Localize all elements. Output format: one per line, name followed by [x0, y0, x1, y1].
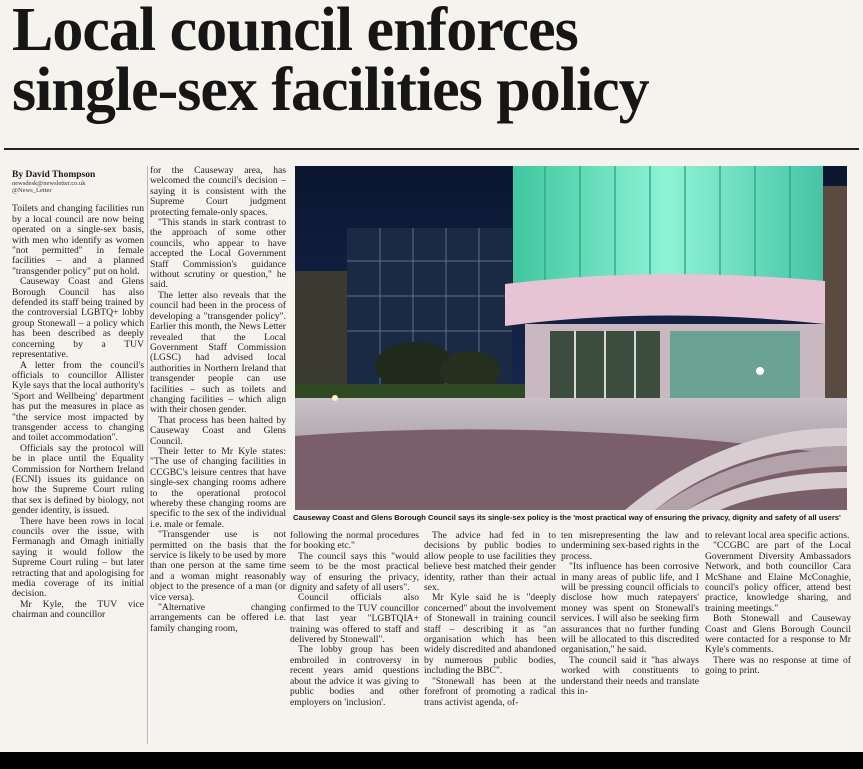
paragraph: The advice had fed in to decisions by public bodies to allow people to use facilities they believe best matched their gender identity, rather than their actual sex.	[424, 531, 556, 594]
byline-handle: @News_Letter	[12, 187, 52, 195]
paragraph: to relevant local area specific actions.	[705, 531, 850, 541]
column-6	[705, 531, 851, 748]
council-building-photo	[295, 166, 847, 510]
paragraph: There have been rows in local councils over the issue, with Fermanagh and Omagh initially saying it would follow the Supreme Court ruling – but later retracting that and apologising for media coverage of its initial decision.	[12, 515, 144, 600]
paragraph: Mr Kyle said he is "deeply concerned" about the involvement of Stonewall in training council staff – describing it as "an organisation which has been widely discredited and abandoned by numerous public bodies, including the BBC".	[424, 592, 556, 677]
paragraph: "This stands in stark contrast to the approach of some other councils, who appear to have accepted the Local Government Staff Commission's guidance without scrutiny or question," he said.	[150, 217, 286, 291]
column-3	[290, 531, 419, 748]
byline-email: newsdesk@newsletter.co.uk	[12, 180, 86, 188]
paragraph: A letter from the council's officials to councillor Allister Kyle says that the local authority's 'Sport and Wellbeing' department has put the measures in place as "the service most impacted by transgender access to changing and toilet accommodation".	[12, 359, 144, 444]
column-4	[424, 531, 556, 748]
paragraph: Officials say the protocol will be in place until the Equality Commission for Northern Ireland (ECNI) issues its guidance on how the Supreme Court ruling that sex is defined by biology, not gender identity, is issued.	[12, 442, 144, 517]
paragraph: That process has been halted by Causeway Coast and Glens Council.	[150, 414, 286, 447]
paragraph: Causeway Coast and Glens Borough Council has also defended its staff being trained by the controversial LGBTQ+ lobby group Stonewall – a policy which has been described as deeply concerning by a TUV representative.	[12, 276, 144, 361]
headline-line-2: single-sex facilities policy	[12, 56, 649, 124]
byline	[12, 170, 144, 194]
headline-line-1: Local council enforces	[12, 0, 578, 64]
byline-author: By David Thompson	[12, 170, 96, 180]
paragraph: The lobby group has been embroiled in controversy in recent years amid questions about the advice it was giving to public bodies and other employers on 'inclusion'.	[290, 644, 419, 708]
paragraph: There was no response at time of going to print.	[705, 654, 851, 677]
column-1	[12, 170, 144, 748]
paragraph: Both Stonewall and Causeway Coast and Glens Borough Council were contacted for a response to Mr Kyle's comments.	[705, 613, 851, 656]
paragraph: Toilets and changing facilities run by a local council are now being operated on a single-sex basis, with men who identify as women "not permitted" in female facilities – and a planned "transgender policy" put on hold.	[12, 203, 144, 277]
paragraph: "CCGBC are part of the Local Government Diversity Ambassadors Network, and both councillor Cara McShane and Elaine McConaghie, council's policy officer, attend best practice, knowledge sharing, and training meetings."	[705, 540, 851, 614]
paragraph: for the Causeway area, has welcomed the council's decision – saying it is consistent with the Supreme Court judgment protecting female-only spaces.	[150, 166, 286, 218]
leisure-centre-illustration	[295, 166, 847, 510]
paragraph: Mr Kyle, the TUV vice chairman and councillor	[12, 598, 144, 621]
paragraph: following the normal procedures for booking etc."	[290, 531, 419, 552]
photo-caption: Causeway Coast and Glens Borough Council says its single-sex policy is the 'most practical way of ensuring the privacy, dignity and safety of all users'	[293, 513, 841, 522]
column-2	[150, 166, 286, 748]
paragraph: "Its influence has been corrosive in many areas of public life, and I will be pressing council officials to disclose how much ratepayers' money was spent on Stonewall's services. I will also be seeking firm assurances that no further funding will be allocated to this discredited organisation," he said.	[561, 561, 699, 656]
paragraph: Their letter to Mr Kyle states: "The use of changing facilities in CCGBC's leisure centres that have single-sex changing rooms adhere to the operational protocol whereby these changing rooms are specific to the sex of the individual i.e. male or female.	[150, 445, 286, 530]
paragraph: The council says this "would seem to be the most practical way of ensuring the privacy, dignity and safety of all users".	[290, 550, 419, 594]
headline	[12, 0, 857, 124]
column-divider	[147, 166, 148, 744]
paragraph: The letter also reveals that the council had been in the process of developing a "transgender policy". Earlier this month, the News Letter revealed that the Local Government Staff Commission (LGSC) had advised local authorities in Northern Ireland that transgender people can use facilities – such as toilets and changing facilities – which align with their chosen gender.	[150, 289, 286, 416]
paragraph: Council officials also confirmed to the TUV councillor that last year "LGBTQIA+ training was offered to staff and delivered by Stonewall".	[290, 592, 419, 646]
column-5	[561, 531, 699, 748]
paragraph: ten misrepresenting the law and undermining sex-based rights in the process.	[561, 531, 699, 562]
headline-rule	[4, 148, 859, 150]
paragraph: "Transgender use is not permitted on the basis that the service is likely to be used by more than one person at the same time and a woman might reasonably object to the presence of a man (or vice versa).	[150, 529, 286, 603]
paragraph: The council said it "has always worked with constituents to understand their needs and translate this in-	[561, 654, 699, 698]
paragraph: "Stonewall has been at the forefront of promoting a radical trans activist agenda, of-	[424, 675, 556, 708]
paragraph: "Alternative changing arrangements can be offered i.e. family changing room,	[150, 602, 286, 634]
